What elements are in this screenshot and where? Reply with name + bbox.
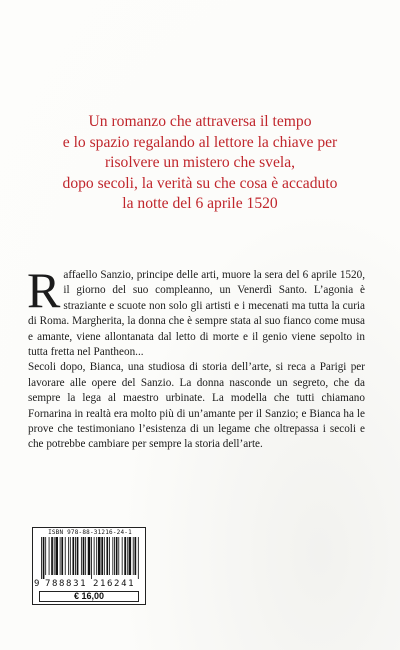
barcode-bar: [135, 537, 137, 575]
tagline-line: e lo spazio regalando al lettore la chiave per: [62, 133, 338, 151]
barcode-bar: [91, 537, 92, 579]
barcode-bar: [122, 537, 123, 575]
ean-first-digit: 9: [34, 579, 40, 589]
drop-cap: R: [27, 262, 61, 318]
barcode-bar: [81, 537, 82, 575]
price-tag: € 16,00: [39, 591, 139, 602]
barcode-bar: [88, 537, 91, 575]
barcode-bar: [41, 537, 42, 579]
ean-left-group: 788831: [45, 579, 88, 589]
barcode-bar: [118, 537, 119, 575]
barcode-bar: [43, 537, 45, 579]
isbn-text: ISBN 978-88-31216-24-1: [48, 529, 132, 536]
barcode-bar: [51, 537, 53, 575]
barcode-graphic: [40, 537, 140, 579]
synopsis: [27, 262, 365, 453]
synopsis-paragraph-2: Secoli dopo, Bianca, una studiosa di storia dell’arte, si reca a Parigi per lavorare alle opere del Sanzio. La donna nasconde un segreto, che da sempre la lega al maestro urbinate. La modella che tutti chiamano Fornarina in realtà era molto più di un’amante per il Sanzio; e Bianca ha le prove che testimoniano l’esistenza di un legame che oltrepassa i secoli e che potrebbe cambiare per sempre la storia dell’arte.: [28, 361, 365, 451]
barcode-bar: [116, 537, 118, 575]
barcode-bar: [77, 537, 79, 575]
barcode-bar: [101, 537, 103, 575]
barcode-bar: [98, 537, 101, 575]
barcode-bar: [45, 537, 46, 575]
barcode-bar: [96, 537, 97, 575]
barcode-bar: [127, 537, 128, 575]
barcode-bar: [61, 537, 63, 575]
barcode-bar: [65, 537, 66, 575]
barcode-bar: [70, 537, 71, 575]
barcode-bar: [54, 537, 55, 575]
ean-right-group: 216241: [93, 579, 136, 589]
barcode-bar: [114, 537, 115, 575]
synopsis-paragraph-1: [27, 262, 365, 360]
tagline-line: dopo secoli, la verità su che cosa è accaduto: [62, 174, 338, 192]
barcode-bar: [106, 537, 108, 575]
barcode-bar: [72, 537, 74, 575]
synopsis-paragraph-1-text: affaello Sanzio, principe delle arti, muore la sera del 6 aprile 1520, il giorno del suo compleanno, un Venerdì Santo. L’agonia è straziante e scuote non solo gli artisti e i mecenati ma tutta la curia di Roma. Margherita, la donna che è sempre stata al suo fianco come musa e amante, viene allontanata dal letto di morte e il genio viene sepolto in tutta fretta nel Pantheon...: [28, 269, 365, 359]
tagline-line: risolvere un mistero che svela,: [104, 154, 296, 171]
barcode-bar: [104, 537, 105, 575]
barcode-bar: [109, 537, 110, 575]
tagline-line: Un romanzo che attraversa il tempo: [88, 113, 312, 130]
barcode-bar: [60, 537, 61, 575]
tagline: [20, 112, 380, 215]
barcode-bar: [133, 537, 134, 575]
tagline-line: la notte del 6 aprile 1520: [122, 195, 278, 212]
barcode-bar: [85, 537, 86, 575]
barcode-bar: [75, 537, 76, 575]
barcode-bar: [138, 537, 139, 579]
barcode-bar: [124, 537, 126, 575]
barcode-bar: [55, 537, 58, 575]
barcode-bar: [83, 537, 85, 575]
barcode-bars: [40, 537, 140, 579]
barcode-bar: [94, 537, 95, 575]
barcode-bar: [112, 537, 113, 575]
barcode-bar: [49, 537, 50, 575]
barcode-label: [32, 527, 146, 605]
barcode-bar: [68, 537, 69, 575]
barcode-bar: [129, 537, 132, 575]
